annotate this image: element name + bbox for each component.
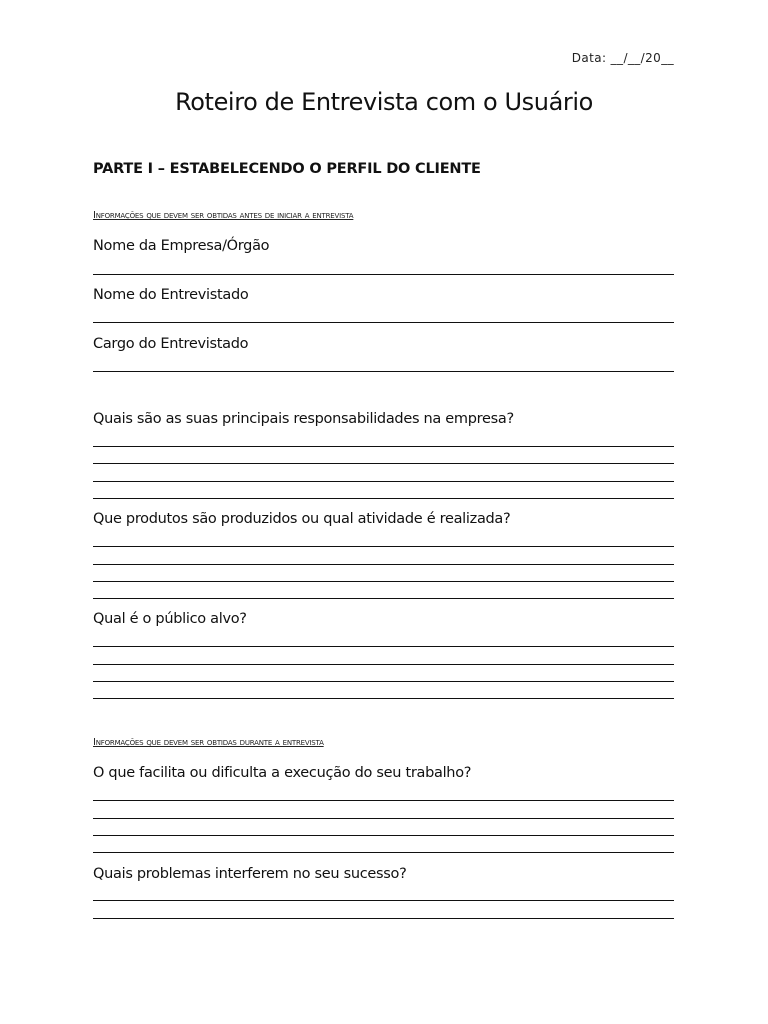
section-note-during-interview: Informações que devem ser obtidas durante a entrevista bbox=[93, 737, 324, 748]
answer-line[interactable] bbox=[93, 646, 674, 647]
date-line[interactable]: Data: __/__/20__ bbox=[571, 51, 674, 65]
answer-line[interactable] bbox=[93, 581, 674, 582]
company-name-label: Nome da Empresa/Órgão bbox=[93, 238, 270, 254]
answer-line[interactable] bbox=[93, 664, 674, 665]
question-success-problems: Quais problemas interferem no seu sucesso? bbox=[93, 866, 407, 882]
answer-line[interactable] bbox=[93, 463, 674, 464]
answer-line[interactable] bbox=[93, 598, 674, 599]
question-work-facilitators: O que facilita ou dificulta a execução do seu trabalho? bbox=[93, 765, 472, 781]
interviewee-role-answer-line[interactable] bbox=[93, 371, 674, 372]
part-one-heading: PARTE I – ESTABELECENDO O PERFIL DO CLIENTE bbox=[93, 161, 481, 177]
answer-line[interactable] bbox=[93, 498, 674, 499]
section-note-before-interview: Informações que devem ser obtidas antes de iniciar a entrevista bbox=[93, 210, 354, 221]
answer-line[interactable] bbox=[93, 446, 674, 447]
interviewee-name-label: Nome do Entrevistado bbox=[93, 287, 249, 303]
answer-line[interactable] bbox=[93, 818, 674, 819]
answer-line[interactable] bbox=[93, 800, 674, 801]
answer-line[interactable] bbox=[93, 835, 674, 836]
answer-line[interactable] bbox=[93, 852, 674, 853]
answer-line[interactable] bbox=[93, 918, 674, 919]
answer-line[interactable] bbox=[93, 900, 674, 901]
interviewee-name-answer-line[interactable] bbox=[93, 322, 674, 323]
answer-line[interactable] bbox=[93, 681, 674, 682]
company-name-answer-line[interactable] bbox=[93, 274, 674, 275]
question-target-audience: Qual é o público alvo? bbox=[93, 611, 247, 627]
interviewee-role-label: Cargo do Entrevistado bbox=[93, 336, 249, 352]
question-products-activity: Que produtos são produzidos ou qual atividade é realizada? bbox=[93, 511, 511, 527]
answer-line[interactable] bbox=[93, 698, 674, 699]
answer-line[interactable] bbox=[93, 564, 674, 565]
question-responsibilities: Quais são as suas principais responsabilidades na empresa? bbox=[93, 411, 514, 427]
document-title: Roteiro de Entrevista com o Usuário bbox=[175, 88, 593, 116]
answer-line[interactable] bbox=[93, 546, 674, 547]
answer-line[interactable] bbox=[93, 481, 674, 482]
